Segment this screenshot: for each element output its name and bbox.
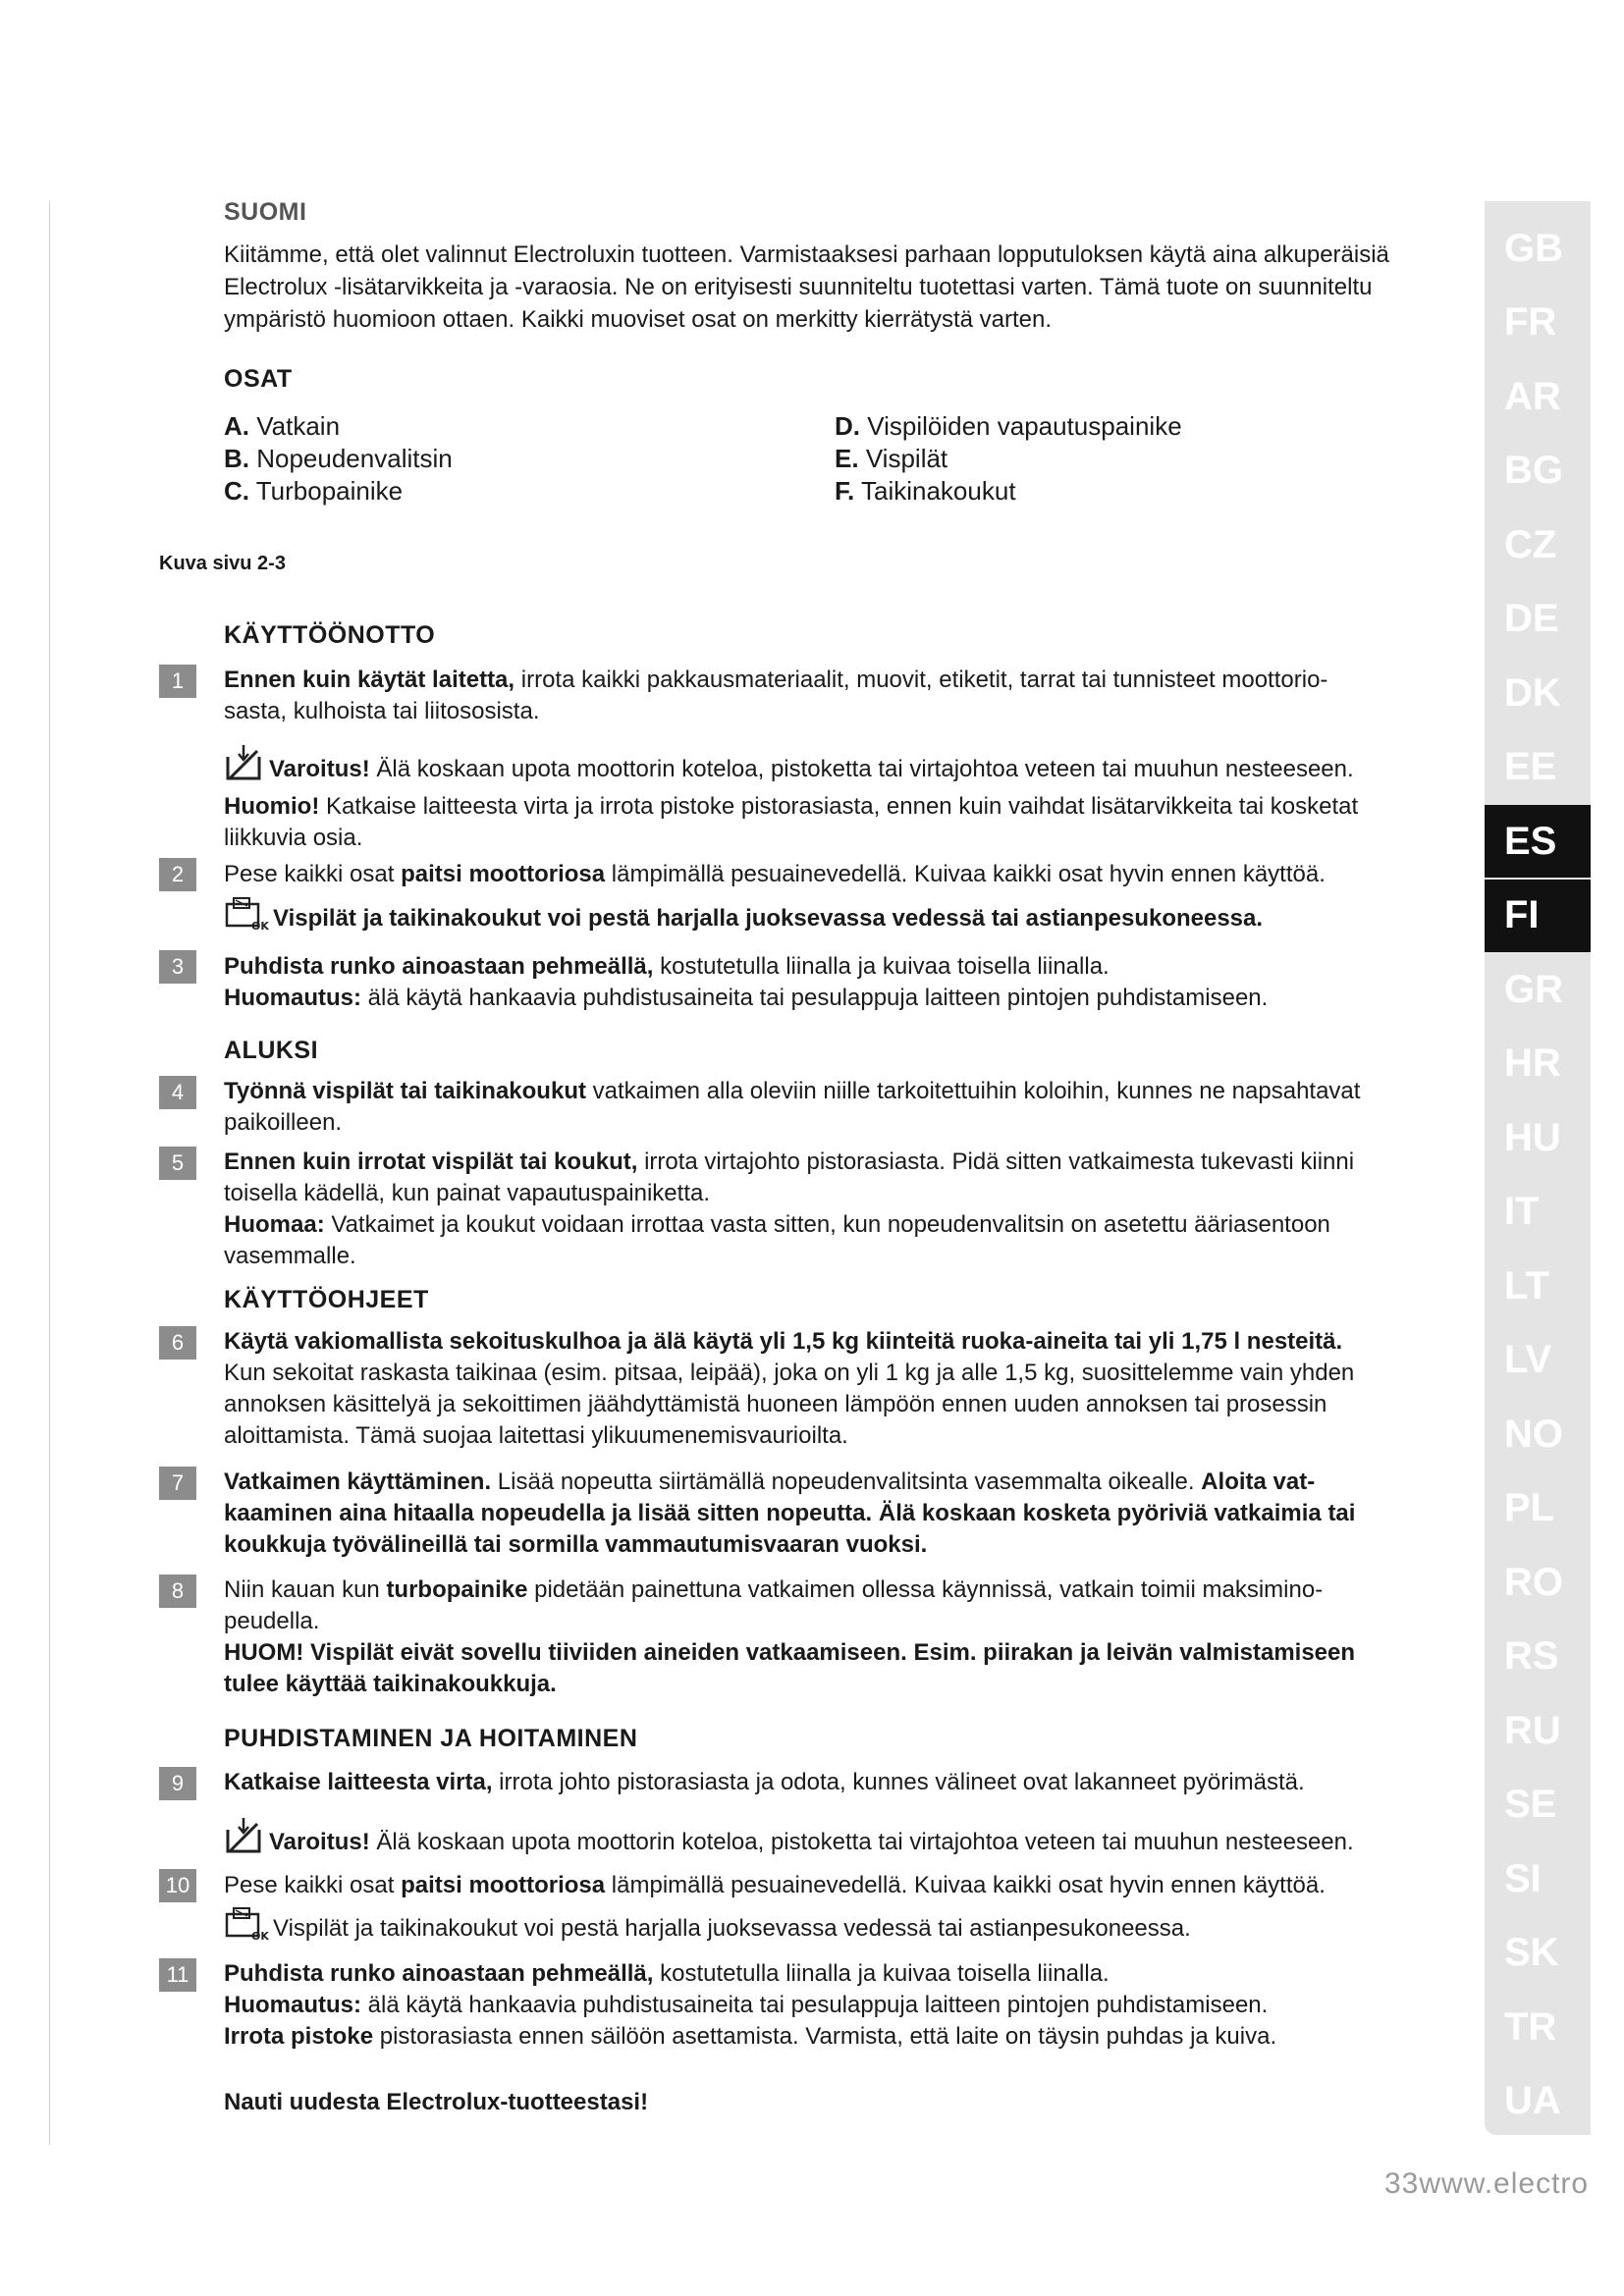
step-number-1: 1 — [159, 665, 196, 698]
language-tab-fi[interactable]: FI — [1485, 880, 1591, 952]
language-tab-rs[interactable]: RS — [1504, 1634, 1559, 1678]
step-number-11: 11 — [159, 1958, 196, 1992]
page-footer: 33www.electro — [1384, 2167, 1590, 2200]
figure-reference: Kuva sivu 2-3 — [159, 553, 286, 574]
step-number-10: 10 — [159, 1869, 196, 1902]
step-number-2: 2 — [159, 858, 196, 891]
svg-text:OK: OK — [251, 920, 269, 933]
language-tab-pl[interactable]: PL — [1504, 1486, 1555, 1529]
language-tab-hr[interactable]: HR — [1504, 1041, 1561, 1085]
language-tab-ee[interactable]: EE — [1504, 745, 1557, 788]
closing-line: Nauti uudesta Electrolux-tuotteestasi! — [224, 2089, 649, 2115]
heading-kayttoohjeet: KÄYTTÖOHJEET — [224, 1286, 429, 1313]
language-tab-sk[interactable]: SK — [1504, 1931, 1559, 1974]
warning-immerse-icon — [224, 743, 263, 791]
language-tab-gr[interactable]: GR — [1504, 967, 1563, 1011]
intro-paragraph: Kiitämme, että olet valinnut Electroluxin tuotteen. Varmistaaksesi parhaan lopputuloksen käytä aina alkuperäisiä Electrolux -lisätarvikkeita ja -varaosia. Ne on erityisesti suunniteltu tuotettasi varten. Tämä tuote on suunniteltu ympäristö huomioon ottaen. Kaikki muoviset osat on merkitty kierrätystä varten. — [224, 241, 1389, 333]
language-tab-dk[interactable]: DK — [1504, 670, 1561, 715]
dishwasher-ok-icon — [224, 896, 267, 940]
part-item: F. Taikinakoukut — [835, 476, 1016, 506]
step-9: Katkaise laitteesta virta, irrota johto pistorasiasta ja odota, kunnes välineet ovat lakanneet pyörimästä. — [224, 1769, 1305, 1795]
step-number-7: 7 — [159, 1467, 196, 1500]
step-number-5: 5 — [159, 1147, 196, 1180]
step-number-3: 3 — [159, 950, 196, 984]
part-item: E. Vispilät — [835, 444, 948, 473]
language-tab-ar[interactable]: AR — [1504, 374, 1561, 418]
parts-title: OSAT — [224, 365, 293, 393]
step-number-4: 4 — [159, 1076, 196, 1109]
language-tab-cz[interactable]: CZ — [1504, 522, 1557, 566]
dishwasher-note-2: OK Vispilät ja taikinakoukut voi pestä harjalla juoksevassa vedessä tai astianpesukoneessa. — [224, 1906, 1441, 1950]
language-tab-no[interactable]: NO — [1504, 1412, 1563, 1456]
dishwasher-note-1: OK Vispilät ja taikinakoukut voi pestä harjalla juoksevassa vedessä tai astianpesukoneessa. — [224, 896, 1441, 940]
step-10: Pese kaikki osat paitsi moottoriosa lämpimällä pesuainevedellä. Kuivaa kaikki osat hyvin ennen käyttöä. — [224, 1872, 1326, 1898]
step-7: Vatkaimen käyttäminen. Lisää nopeutta siirtämällä nopeudenvalitsinta vasemmalta oikealle. Aloita vat- kaaminen aina hitaalla nopeudella ja lisää sitten nopeutta. Älä koskaan kosketa pyöriviä vatkaimia tai koukkuja työvälineillä tai sormilla vammautumisvaaran vuoksi. — [224, 1468, 1356, 1558]
language-tab-tr[interactable]: TR — [1504, 2004, 1557, 2049]
language-tab-se[interactable]: SE — [1504, 1783, 1557, 1826]
part-item: C. Turbopainike — [224, 476, 404, 506]
step-8: Niin kauan kun turbopainike pidetään painettuna vatkaimen ollessa käynnissä, vatkain toimii maksimino- peudella. HUOM! Vispilät eivät sovellu tiiviiden aineiden vatkaamiseen. Esim. piirakan ja leivän valmistamiseen tulee käyttää taikinakoukkuja. — [224, 1576, 1356, 1697]
step-1: Ennen kuin käytät laitetta, irrota kaikki pakkausmateriaalit, muovit, etiketit, tarrat tai tunnisteet moottorio- sasta, kulhoista tai liitososista. — [224, 667, 1328, 724]
language-tab-ru[interactable]: RU — [1504, 1708, 1561, 1752]
language-tab-hu[interactable]: HU — [1504, 1115, 1561, 1159]
language-tab-bg[interactable]: BG — [1504, 449, 1563, 492]
step-5: Ennen kuin irrotat vispilät tai koukut, irrota virtajohto pistorasiasta. Pidä sitten vatkaimesta tukevasti kiinni toisella kädellä, kun painat vapautuspainiketta. Huomaa: Vatkaimet ja koukut voidaan irrottaa vasta sitten, kun nopeudenvalitsin on asetettu ääriasentoon vasemmalle. — [224, 1148, 1355, 1269]
step-4: Työnnä vispilät tai taikinakoukut vatkaimen alla oleviin niille tarkoitettuihin koloihin, kunnes ne napsahtavat paikoilleen. — [224, 1078, 1361, 1136]
language-tab-ro[interactable]: RO — [1504, 1560, 1563, 1604]
heading-puhdistaminen: PUHDISTAMINEN JA HOITAMINEN — [224, 1725, 638, 1752]
step-number-8: 8 — [159, 1575, 196, 1608]
warning-immerse-icon — [224, 1816, 263, 1864]
step-number-6: 6 — [159, 1326, 196, 1360]
part-item: D. Vispilöiden vapautuspainike — [835, 411, 1182, 441]
svg-text:OK: OK — [251, 1930, 269, 1943]
parts-list-right — [835, 410, 1182, 507]
language-tab-lt[interactable]: LT — [1504, 1263, 1549, 1308]
language-tab-gb[interactable]: GB — [1504, 226, 1563, 270]
step-11: Puhdista runko ainoastaan pehmeällä, kostutetulla liinalla ja kuivaa toisella liinalla. Huomautus: älä käytä hankaavia puhdistusaineita tai pesulappuja laitteen pintojen puhdistamiseen. Irrota pistoke pistorasiasta ennen säilöön asettamista. Varmista, että laite on täysin puhdas ja kuiva. — [224, 1960, 1277, 2050]
language-tab-de[interactable]: DE — [1504, 597, 1559, 640]
warning-note-1: Varoitus! Älä koskaan upota moottorin koteloa, pistoketta tai virtajohtoa veteen tai muuhun nesteeseen. Huomio! Katkaise laitteesta virta ja irrota pistoke pistorasiasta, ennen kuin vaihdat lisätarvikkeita tai kosketat liikkuvia osia. — [224, 743, 1441, 854]
step-3: Puhdista runko ainoastaan pehmeällä, kostutetulla liinalla ja kuivaa toisella liinalla. Huomautus: älä käytä hankaavia puhdistusaineita tai pesulappuja laitteen pintojen puhdistamiseen. — [224, 953, 1269, 1011]
part-item: B. Nopeudenvalitsin — [224, 444, 453, 473]
parts-list-left — [224, 410, 453, 507]
heading-aluksi: ALUKSI — [224, 1037, 319, 1064]
step-6: Käytä vakiomallista sekoituskulhoa ja älä käytä yli 1,5 kg kiinteitä ruoka-aineita tai yli 1,75 l nesteitä. Kun sekoitat raskasta taikinaa (esim. pitsaa, leipää), joka on yli 1 kg ja alle 1,5 kg, suosittelemme vain yhden annoksen käsittelyä ja sekoittimen jäähdyttämistä huoneen lämpöön ennen uuden annoksen tai prosessin aloittamista. Tämä suojaa laitettasi ylikuumenemisvaurioilta. — [224, 1328, 1355, 1449]
warning-note-2: Varoitus! Älä koskaan upota moottorin koteloa, pistoketta tai virtajohtoa veteen tai muuhun nesteeseen. — [224, 1816, 1441, 1864]
language-tab-it[interactable]: IT — [1504, 1190, 1540, 1233]
language-tab-si[interactable]: SI — [1504, 1856, 1542, 1900]
step-2: Pese kaikki osat paitsi moottoriosa lämpimällä pesuainevedellä. Kuivaa kaikki osat hyvin ennen käyttöä. — [224, 861, 1326, 887]
language-title: SUOMI — [224, 198, 307, 226]
language-tab-es[interactable]: ES — [1485, 805, 1591, 878]
dishwasher-ok-icon — [224, 1906, 267, 1950]
language-tab-ua[interactable]: UA — [1504, 2079, 1561, 2122]
language-tab-lv[interactable]: LV — [1504, 1338, 1552, 1381]
language-tab-fr[interactable]: FR — [1504, 300, 1557, 344]
step-number-9: 9 — [159, 1767, 196, 1800]
left-margin-rule — [49, 201, 50, 2145]
heading-kayttoonotto: KÄYTTÖÖNOTTO — [224, 621, 436, 649]
part-item: A. Vatkain — [224, 411, 341, 441]
